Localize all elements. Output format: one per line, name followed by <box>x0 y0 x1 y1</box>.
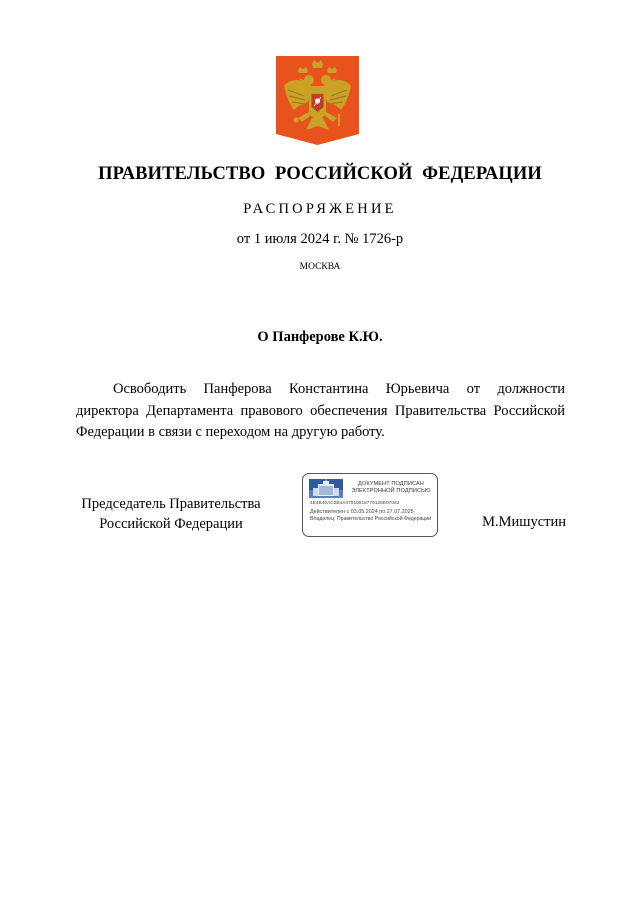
document-type: РАСПОРЯЖЕНИЕ <box>243 201 397 217</box>
certificate-owner: Владелец: Правительство Российской Федерации <box>310 516 432 522</box>
document-subject: О Панферове К.Ю. <box>257 329 383 345</box>
document-city: МОСКВА <box>299 262 341 272</box>
signer-position <box>76 494 266 534</box>
certificate-serial: 4E4B46AC2B4A47915918770128E07082 <box>310 501 400 506</box>
stamp-header-line: ДОКУМЕНТ ПОДПИСАН <box>358 481 424 487</box>
signer-name: М.Мишустин <box>482 514 566 530</box>
russian-coat-of-arms-icon <box>276 56 359 145</box>
government-building-icon <box>309 479 343 498</box>
body-line: Федерации в связи с переходом на другую работу. <box>76 424 385 440</box>
body-line: директора Департамента правового обеспечения Правительства Российской <box>76 402 565 419</box>
electronic-signature-stamp <box>302 473 438 537</box>
body-line: Освободить Панферова Константина Юрьевича от должности <box>113 381 565 397</box>
signer-position-line: Председатель Правительства <box>81 496 261 512</box>
stamp-header <box>347 481 435 495</box>
signer-position-line: Российской Федерации <box>99 516 243 532</box>
certificate-validity: Действителен с 03.05.2024 по 27.07.2025 <box>310 509 414 515</box>
document-date-number: от 1 июля 2024 г. № 1726-р <box>236 231 404 247</box>
document-body <box>76 379 565 444</box>
government-title: ПРАВИТЕЛЬСТВО РОССИЙСКОЙ ФЕДЕРАЦИИ <box>98 164 542 184</box>
stamp-header-line: ЭЛЕКТРОННОЙ ПОДПИСЬЮ <box>351 488 431 494</box>
